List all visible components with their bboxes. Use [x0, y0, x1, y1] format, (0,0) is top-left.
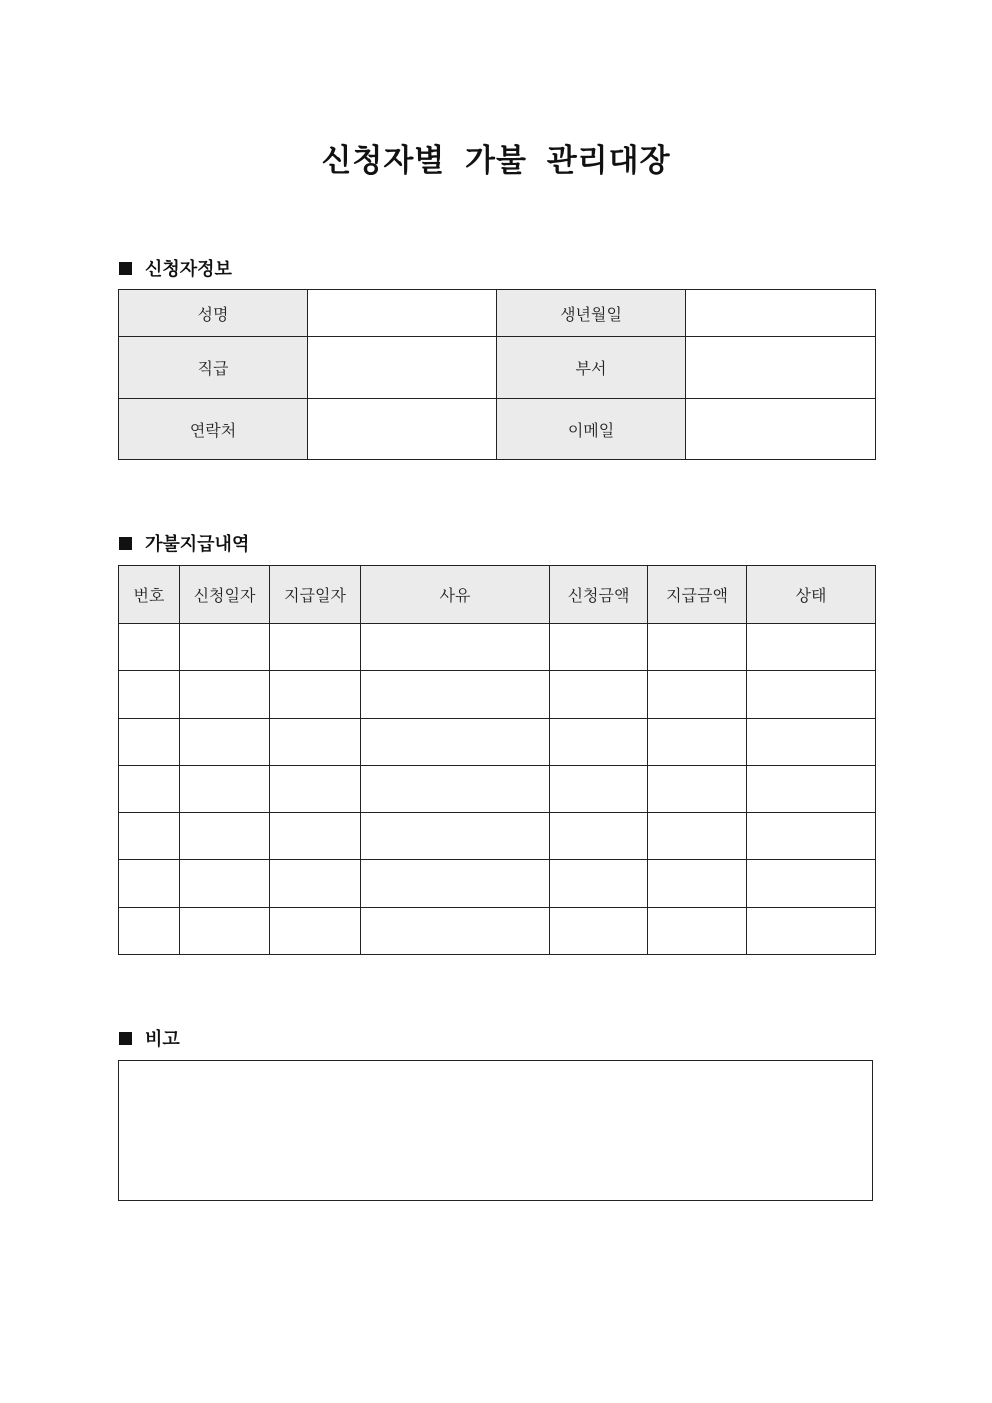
table-cell[interactable]	[119, 860, 180, 908]
column-header-requested-amount: 신청금액	[550, 566, 648, 624]
applicant-info-table	[118, 289, 876, 460]
name-field[interactable]	[308, 290, 497, 337]
column-header-request-date: 신청일자	[180, 566, 270, 624]
table-row	[119, 624, 876, 671]
table-cell[interactable]	[361, 719, 550, 766]
column-header-status: 상태	[747, 566, 876, 624]
payment-history-table	[118, 565, 876, 955]
position-label: 직급	[119, 337, 308, 399]
payment-header-row	[119, 566, 876, 624]
table-cell[interactable]	[119, 813, 180, 860]
table-cell[interactable]	[119, 671, 180, 719]
page-title: 신청자별 가불 관리대장	[321, 143, 671, 179]
column-header-reason: 사유	[361, 566, 550, 624]
table-cell[interactable]	[747, 860, 876, 908]
table-cell[interactable]	[648, 813, 747, 860]
table-cell[interactable]	[648, 908, 747, 955]
table-cell[interactable]	[270, 766, 361, 813]
table-cell[interactable]	[361, 766, 550, 813]
birthdate-label: 생년월일	[497, 290, 686, 337]
table-cell[interactable]	[550, 908, 648, 955]
table-cell[interactable]	[648, 766, 747, 813]
payment-section-heading	[119, 530, 249, 556]
column-header-number: 번호	[119, 566, 180, 624]
table-cell[interactable]	[270, 671, 361, 719]
contact-label: 연락처	[119, 399, 308, 460]
table-cell[interactable]	[180, 671, 270, 719]
table-cell[interactable]	[119, 766, 180, 813]
table-cell[interactable]	[747, 908, 876, 955]
table-cell[interactable]	[119, 908, 180, 955]
table-cell[interactable]	[747, 624, 876, 671]
square-bullet-icon	[119, 262, 132, 275]
table-cell[interactable]	[270, 908, 361, 955]
table-cell[interactable]	[361, 624, 550, 671]
table-cell[interactable]	[180, 719, 270, 766]
table-cell[interactable]	[361, 860, 550, 908]
table-cell[interactable]	[550, 719, 648, 766]
remarks-section-heading	[119, 1025, 180, 1051]
table-cell[interactable]	[270, 624, 361, 671]
table-cell[interactable]	[180, 813, 270, 860]
table-cell[interactable]	[361, 671, 550, 719]
table-cell[interactable]	[550, 671, 648, 719]
applicant-section-heading	[119, 255, 232, 281]
department-field[interactable]	[686, 337, 876, 399]
position-field[interactable]	[308, 337, 497, 399]
table-cell[interactable]	[747, 813, 876, 860]
remarks-box[interactable]	[118, 1060, 873, 1201]
email-field[interactable]	[686, 399, 876, 460]
table-cell[interactable]	[550, 624, 648, 671]
table-row	[119, 813, 876, 860]
email-label: 이메일	[497, 399, 686, 460]
contact-field[interactable]	[308, 399, 497, 460]
applicant-info-row	[119, 399, 876, 460]
square-bullet-icon	[119, 1032, 132, 1045]
column-header-payment-date: 지급일자	[270, 566, 361, 624]
table-cell[interactable]	[361, 813, 550, 860]
department-label: 부서	[497, 337, 686, 399]
table-cell[interactable]	[747, 766, 876, 813]
payment-rows	[119, 624, 876, 955]
table-cell[interactable]	[648, 624, 747, 671]
table-cell[interactable]	[180, 908, 270, 955]
applicant-info-row	[119, 337, 876, 399]
table-row	[119, 671, 876, 719]
table-row	[119, 860, 876, 908]
payment-section-title: 가불지급내역	[145, 534, 250, 555]
table-cell[interactable]	[270, 719, 361, 766]
table-cell[interactable]	[119, 624, 180, 671]
table-cell[interactable]	[180, 624, 270, 671]
table-cell[interactable]	[747, 671, 876, 719]
applicant-info-row	[119, 290, 876, 337]
table-cell[interactable]	[747, 719, 876, 766]
table-cell[interactable]	[361, 908, 550, 955]
table-cell[interactable]	[550, 766, 648, 813]
name-label: 성명	[119, 290, 308, 337]
table-cell[interactable]	[180, 860, 270, 908]
table-row	[119, 719, 876, 766]
table-cell[interactable]	[648, 719, 747, 766]
applicant-section-title: 신청자정보	[145, 259, 232, 280]
table-cell[interactable]	[270, 813, 361, 860]
table-row	[119, 908, 876, 955]
birthdate-field[interactable]	[686, 290, 876, 337]
table-cell[interactable]	[648, 671, 747, 719]
remarks-section-title: 비고	[145, 1029, 180, 1050]
table-cell[interactable]	[180, 766, 270, 813]
square-bullet-icon	[119, 537, 132, 550]
column-header-paid-amount: 지급금액	[648, 566, 747, 624]
table-cell[interactable]	[119, 719, 180, 766]
table-cell[interactable]	[270, 860, 361, 908]
table-cell[interactable]	[550, 860, 648, 908]
table-row	[119, 766, 876, 813]
table-cell[interactable]	[648, 860, 747, 908]
table-cell[interactable]	[550, 813, 648, 860]
